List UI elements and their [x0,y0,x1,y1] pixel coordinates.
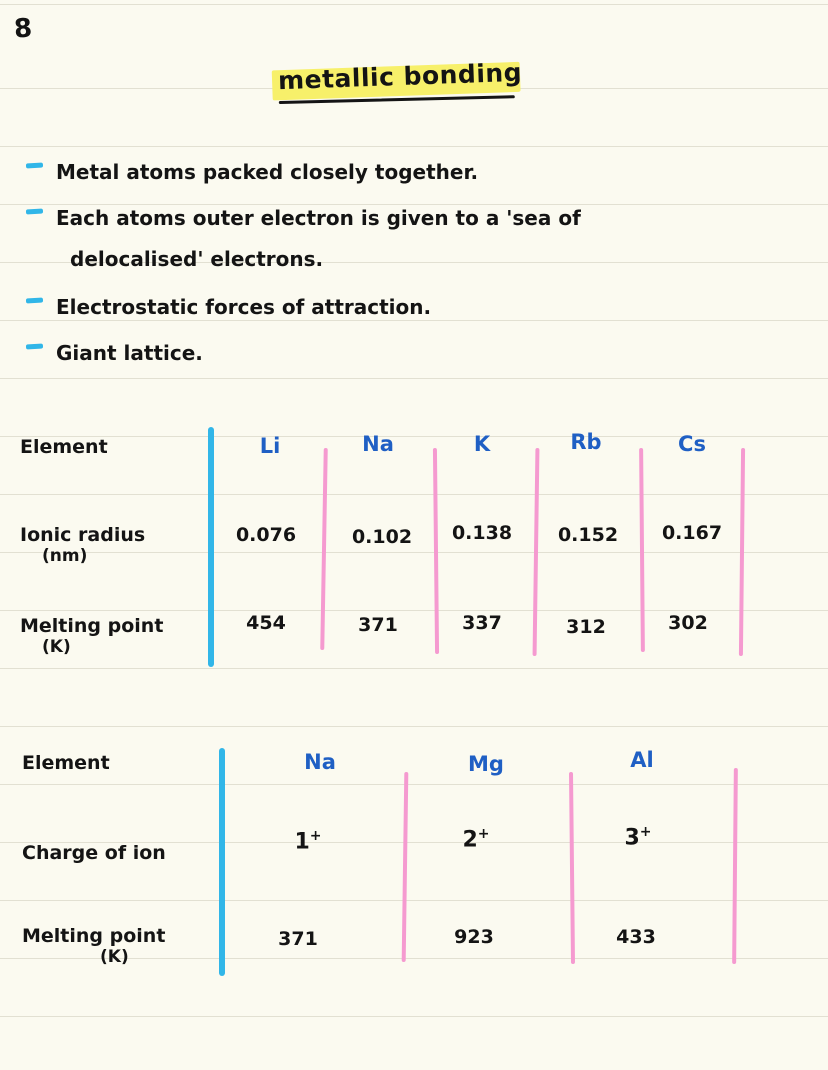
table1-header-cell: Li [259,434,281,458]
table1-row-label-element: Element [20,436,108,458]
table2-cell: 433 [616,926,656,948]
table2-cell-charge: 1+ [294,828,322,855]
list-item-label: Electrostatic forces of attraction. [56,295,432,319]
table1-cell: 0.152 [557,524,619,546]
table1-cell: 0.076 [235,524,297,546]
table2-row-label-element: Element [22,752,110,774]
table2-cell: 371 [278,928,318,950]
table1-cell: 302 [668,612,708,634]
table1-header-cell: K [473,432,491,456]
table2-divider-3 [732,768,738,964]
page-title-text: metallic bonding [277,57,523,96]
table1-cell: 0.138 [451,522,513,544]
table1-cell: 454 [246,612,286,634]
page-number: 8 [12,13,34,45]
table2-cell: 923 [454,926,494,948]
table1-header-cell: Rb [570,430,602,454]
table1-row-label-ionic-radius: Ionic radius (nm) [20,524,146,566]
table2-divider-1 [402,772,409,962]
table2-divider-main [219,748,225,976]
table2-header-cell: Na [304,750,336,774]
table2-divider-2 [569,772,575,964]
table2-header-cell: Al [630,748,654,772]
list-item-label: Each atoms outer electron is given to a 'sea of [56,206,581,230]
table2-cell-charge: 2+ [462,826,490,853]
table2-row-label-charge: Charge of ion [22,842,166,864]
table1-cell: 0.102 [351,526,413,548]
list-item-label-continued: delocalised' electrons. [70,247,324,271]
table1-cell: 0.167 [661,522,723,544]
table1-cell: 312 [566,616,606,638]
table2-header-cell: Mg [468,752,504,776]
table1-row-label-melting-point: Melting point (K) [20,615,164,657]
table1-cell: 371 [358,614,398,636]
table1-header-cell: Cs [678,432,706,456]
list-item-label: Giant lattice. [56,341,203,365]
list-item-label: Metal atoms packed closely together. [56,160,479,184]
table1-cell: 337 [462,612,502,634]
table1-header-cell: Na [362,432,394,456]
table2-row-label-melting-point: Melting point (K) [22,925,166,967]
table2-cell-charge: 3+ [624,824,652,851]
